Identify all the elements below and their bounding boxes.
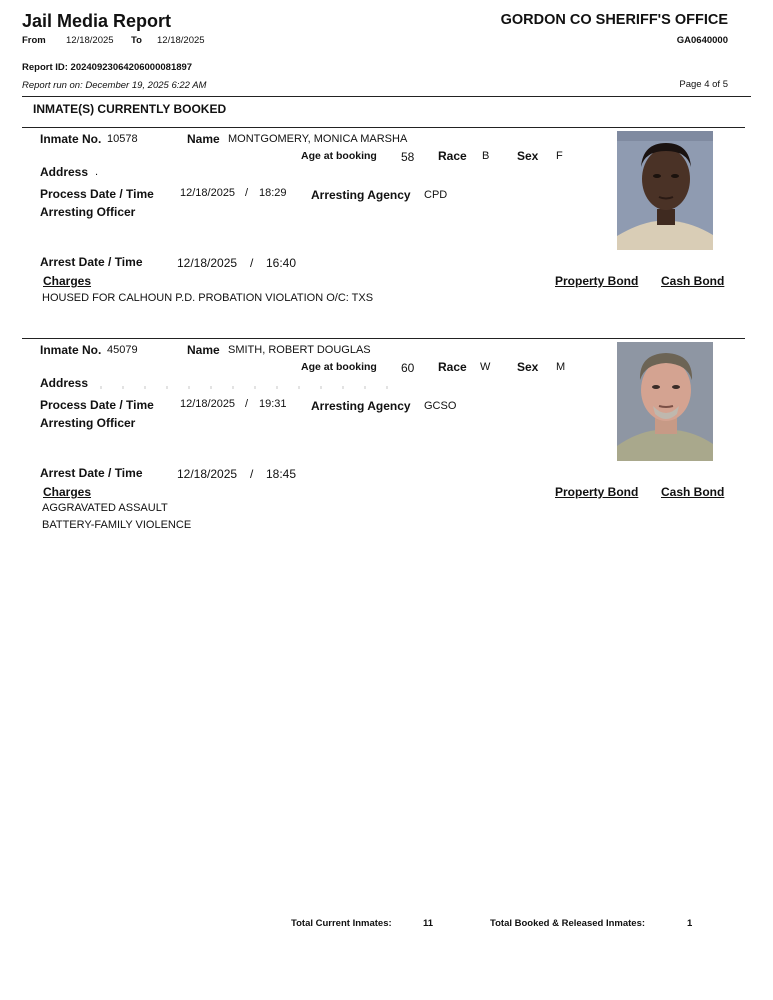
to-date: 12/18/2025	[157, 35, 205, 46]
name-value: SMITH, ROBERT DOUGLAS	[228, 344, 371, 356]
process-date: 12/18/2025	[180, 398, 236, 410]
ori-code: GA0640000	[676, 35, 728, 46]
total-released-label: Total Booked & Released Inmates:	[490, 918, 646, 929]
inmate-photo	[617, 131, 713, 250]
sex-value: M	[556, 361, 566, 373]
address-value: .	[95, 166, 99, 178]
arrest-separator: /	[250, 467, 254, 481]
inmate-no-value: 45079	[107, 344, 138, 356]
officer-label: Arresting Officer	[40, 205, 136, 219]
arrest-label: Arrest Date / Time	[40, 255, 143, 269]
race-label: Race	[438, 360, 467, 374]
process-label: Process Date / Time	[40, 187, 154, 201]
inmate-no-label: Inmate No.	[40, 132, 102, 146]
inmate-photo-illustration	[617, 342, 713, 461]
charges-label: Charges	[43, 274, 92, 288]
inmate-no-label: Inmate No.	[40, 343, 102, 357]
arrest-time: 18:45	[266, 467, 297, 481]
agency-label: Arresting Agency	[311, 188, 411, 202]
arrest-date: 12/18/2025	[177, 467, 238, 481]
report-id: Report ID: 20240923064206000081897	[22, 62, 193, 73]
charge-item: AGGRAVATED ASSAULT	[42, 502, 168, 514]
process-time: 19:31	[259, 398, 287, 410]
total-current-value: 11	[423, 918, 434, 929]
office-name: GORDON CO SHERIFF'S OFFICE	[500, 12, 728, 28]
sex-value: F	[556, 150, 563, 162]
report-title: Jail Media Report	[22, 11, 172, 31]
arrest-time: 16:40	[266, 256, 297, 270]
charge-item: BATTERY-FAMILY VIOLENCE	[42, 519, 192, 531]
arrest-label: Arrest Date / Time	[40, 466, 143, 480]
property-bond-label: Property Bond	[555, 274, 639, 288]
cash-bond-label: Cash Bond	[661, 485, 725, 499]
name-label: Name	[187, 343, 220, 357]
process-separator: /	[245, 187, 249, 199]
property-bond-label: Property Bond	[555, 485, 639, 499]
agency-value: GCSO	[424, 400, 457, 412]
agency-value: CPD	[424, 189, 448, 201]
record-divider	[22, 338, 745, 339]
officer-label: Arresting Officer	[40, 416, 136, 430]
name-label: Name	[187, 132, 220, 146]
inmate-photo	[617, 342, 713, 461]
from-label: From	[22, 35, 46, 46]
arrest-separator: /	[250, 256, 254, 270]
process-label: Process Date / Time	[40, 398, 154, 412]
inmate-photo-illustration	[617, 131, 713, 250]
section-title: INMATE(S) CURRENTLY BOOKED	[33, 102, 227, 116]
section-divider	[22, 127, 745, 128]
age-value: 60	[401, 361, 415, 375]
report-run-on: Report run on: December 19, 2025 6:22 AM	[22, 80, 207, 91]
name-value: MONTGOMERY, MONICA MARSHA	[228, 133, 408, 145]
cash-bond-label: Cash Bond	[661, 274, 725, 288]
process-date: 12/18/2025	[180, 187, 236, 199]
address-redaction	[100, 386, 400, 389]
age-label: Age at booking	[301, 150, 377, 162]
total-current-label: Total Current Inmates:	[291, 918, 392, 929]
from-date: 12/18/2025	[66, 35, 114, 46]
charge-item: HOUSED FOR CALHOUN P.D. PROBATION VIOLATION O/C: TXS	[42, 292, 374, 304]
age-value: 58	[401, 150, 415, 164]
total-released-value: 1	[687, 918, 693, 929]
sex-label: Sex	[517, 360, 539, 374]
address-label: Address	[40, 376, 89, 390]
age-label: Age at booking	[301, 361, 377, 373]
header-divider	[22, 96, 751, 97]
page-number: Page 4 of 5	[679, 79, 728, 90]
agency-label: Arresting Agency	[311, 399, 411, 413]
to-label: To	[131, 35, 142, 46]
race-value: W	[480, 361, 491, 373]
race-label: Race	[438, 149, 467, 163]
process-time: 18:29	[259, 187, 287, 199]
sex-label: Sex	[517, 149, 539, 163]
race-value: B	[482, 150, 490, 162]
inmate-no-value: 10578	[107, 133, 138, 145]
arrest-date: 12/18/2025	[177, 256, 238, 270]
charges-label: Charges	[43, 485, 92, 499]
address-label: Address	[40, 165, 89, 179]
process-separator: /	[245, 398, 249, 410]
